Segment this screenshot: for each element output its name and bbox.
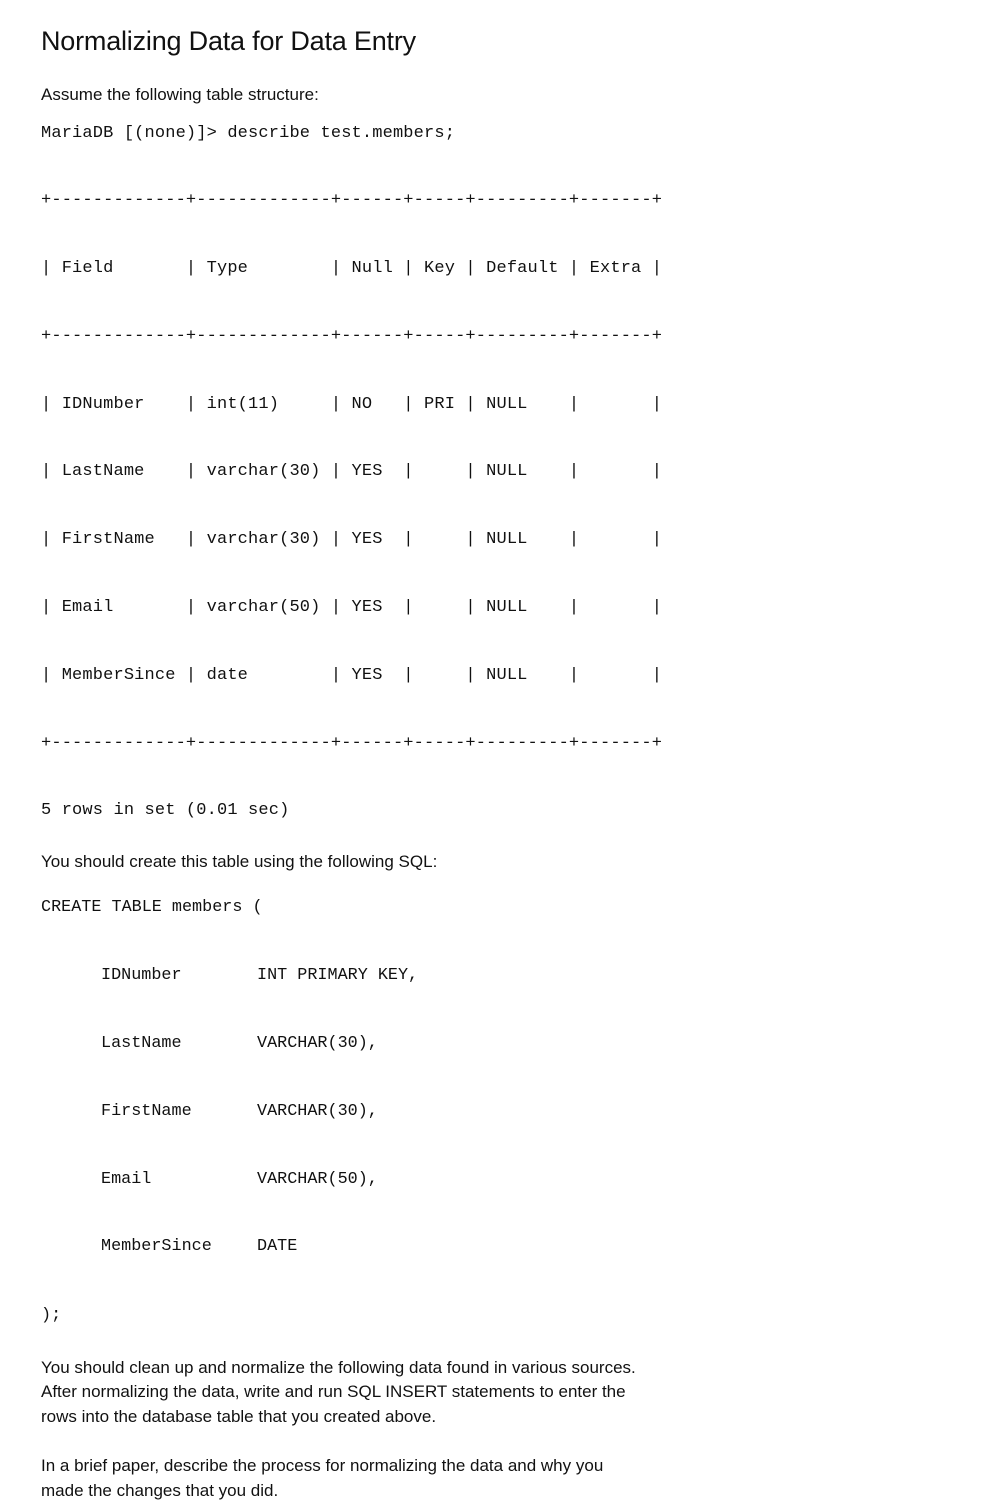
page-title: Normalizing Data for Data Entry <box>41 26 416 56</box>
table-header-row: | Field | Type | Null | Key | Default | Extra | <box>41 259 663 279</box>
paper-paragraph <box>41 1454 971 1503</box>
sql-column-row <box>41 1033 971 1056</box>
table-row: | MemberSince | date | YES | | NULL | | <box>41 665 663 685</box>
console-result-line: 5 rows in set (0.01 sec) <box>41 801 290 821</box>
sql-column-type: VARCHAR(30), <box>257 1101 378 1121</box>
describe-table <box>41 145 971 800</box>
sql-close-line: ); <box>41 1306 62 1326</box>
sql-code-block <box>41 897 971 1327</box>
console-output <box>41 123 971 823</box>
instructions-paragraph <box>41 1356 971 1430</box>
table-border-bottom: +-------------+-------------+------+-----+---------+-------+ <box>41 733 663 753</box>
console-prompt-line: MariaDB [(none)]> describe test.members; <box>41 123 456 143</box>
paragraph-line: You should clean up and normalize the following data found in various sources. <box>41 1357 636 1377</box>
sql-column-list <box>41 920 971 1304</box>
table-row: | Email | varchar(50) | YES | | NULL | | <box>41 597 663 617</box>
sql-column-row <box>41 1101 971 1124</box>
sql-open-line: CREATE TABLE members ( <box>41 898 263 918</box>
document-page <box>41 22 971 1503</box>
sql-column-name: Email <box>101 1169 152 1189</box>
sql-intro-text: You should create this table using the following SQL: <box>41 851 438 871</box>
paragraph-line: After normalizing the data, write and run SQL INSERT statements to enter the <box>41 1382 626 1402</box>
paragraph-line: rows into the database table that you created above. <box>41 1406 437 1426</box>
table-row: | IDNumber | int(11) | NO | PRI | NULL | | <box>41 394 663 414</box>
sql-column-name: IDNumber <box>101 966 182 986</box>
sql-column-row <box>41 1236 971 1259</box>
sql-column-type: DATE <box>257 1237 298 1257</box>
sql-column-row <box>41 965 971 988</box>
paragraph-line: made the changes that you did. <box>41 1480 279 1500</box>
paragraph-line: In a brief paper, describe the process for normalizing the data and why you <box>41 1456 604 1476</box>
sql-column-type: INT PRIMARY KEY, <box>257 966 419 986</box>
sql-column-type: VARCHAR(30), <box>257 1033 378 1053</box>
sql-column-row <box>41 1169 971 1192</box>
sql-column-name: FirstName <box>101 1101 192 1121</box>
sql-column-name: LastName <box>101 1033 182 1053</box>
table-row: | LastName | varchar(30) | YES | | NULL | | <box>41 462 663 482</box>
sql-column-name: MemberSince <box>101 1237 212 1257</box>
table-border-top: +-------------+-------------+------+-----+---------+-------+ <box>41 191 663 211</box>
table-border-header: +-------------+-------------+------+-----+---------+-------+ <box>41 326 663 346</box>
sql-column-type: VARCHAR(50), <box>257 1169 378 1189</box>
table-row: | FirstName | varchar(30) | YES | | NULL | | <box>41 530 663 550</box>
intro-text: Assume the following table structure: <box>41 85 319 104</box>
